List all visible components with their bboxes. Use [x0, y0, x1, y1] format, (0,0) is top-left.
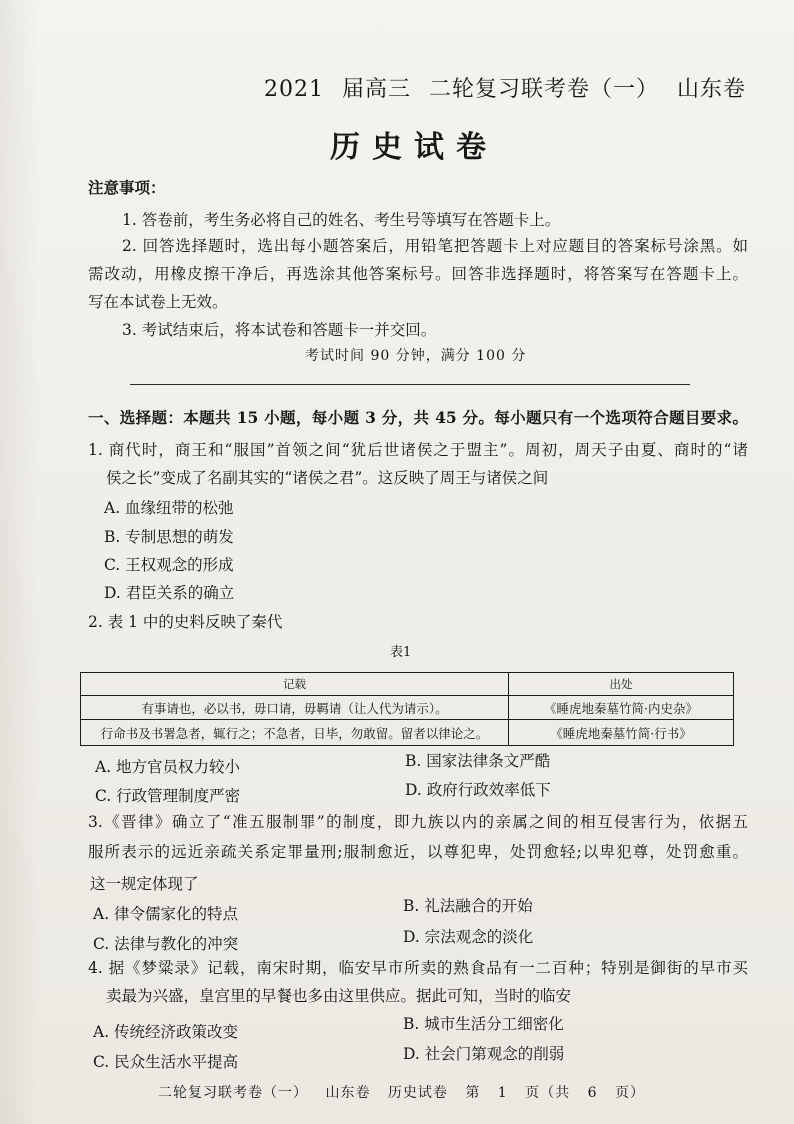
table-row — [81, 720, 734, 746]
question-4-stem-line-1: 4. 据《梦粱录》记载，南宋时期，临安早市所卖的熟食品有一二百种；特别是御街的早市买 — [88, 959, 748, 977]
table-cell-record: 行命书及书署急者，辄行之；不急者，日毕，勿敢留。留者以律论之。 — [81, 720, 509, 746]
question-2-option-d: D. 政府行政效率低下 — [405, 781, 551, 799]
table-row — [81, 696, 734, 720]
question-3-stem-line-3: 这一规定体现了 — [90, 875, 199, 893]
table-header-record: 记载 — [81, 673, 509, 696]
question-4-option-a: A. 传统经济政策改变 — [93, 1023, 239, 1041]
page-footer: 二轮复习联考卷（一） 山东卷 历史试卷 第 1 页（共 6 页） — [158, 1085, 645, 1101]
notice-item-2-line-1: 2. 回答选择题时，选出每小题答案后，用铅笔把答题卡上对应题目的答案标号涂黑。如 — [122, 237, 748, 255]
exam-time-info: 考试时间 90 分钟，满分 100 分 — [305, 348, 527, 364]
question-1-option-b: B. 专制思想的萌发 — [104, 528, 234, 546]
question-3-option-a: A. 律令儒家化的特点 — [93, 905, 239, 923]
question-3-option-c: C. 法律与教化的冲突 — [93, 935, 239, 953]
notice-heading: 注意事项： — [88, 178, 166, 197]
question-1-option-a: A. 血缘纽带的松弛 — [104, 499, 234, 517]
notice-item-1: 1. 答卷前，考生务必将自己的姓名、考生号等填写在答题卡上。 — [122, 211, 561, 229]
question-3-option-d: D. 宗法观念的淡化 — [403, 928, 534, 946]
notice-item-2-line-2: 需改动，用橡皮擦干净后，再选涂其他答案标号。回答非选择题时，将答案写在答题卡上。 — [88, 265, 748, 283]
table-cell-source: 《睡虎地秦墓竹简·行书》 — [509, 720, 734, 746]
question-3-stem-line-1: 3.《晋律》确立了“准五服制罪”的制度，即九族以内的亲属之间的相互侵害行为，依据五 — [88, 813, 748, 831]
question-1-stem-line-2: 侯之长”变成了名副其实的“诸侯之君”。这反映了周王与诸侯之间 — [106, 469, 549, 487]
question-2-stem: 2. 表 1 中的史料反映了秦代 — [88, 613, 283, 631]
source-table — [80, 672, 734, 746]
section-heading: 一、选择题：本题共 15 小题，每小题 3 分，共 45 分。每小题只有一个选项符合题目要求。 — [88, 408, 748, 427]
question-1-option-c: C. 王权观念的形成 — [104, 556, 234, 574]
subject-title: 历史试卷 — [330, 130, 498, 165]
question-4-option-c: C. 民众生活水平提高 — [93, 1053, 239, 1071]
table-cell-record: 有事请也，必以书，毋口请，毋羁请（让人代为请示）。 — [81, 696, 509, 720]
table-header-row — [81, 673, 734, 696]
notice-item-3: 3. 考试结束后，将本试卷和答题卡一并交回。 — [122, 321, 437, 339]
question-2-option-b: B. 国家法律条文严酷 — [405, 752, 551, 770]
divider-line — [130, 384, 690, 385]
question-3-stem-line-2: 服所表示的远近亲疏关系定罪量刑;服制愈近，以尊犯卑，处罚愈轻;以卑犯尊，处罚愈重。 — [88, 843, 748, 861]
question-2-option-a: A. 地方官员权力较小 — [95, 758, 241, 776]
question-4-stem-line-2: 卖最为兴盛，皇宫里的早餐也多由这里供应。据此可知，当时的临安 — [106, 987, 572, 1005]
table-caption: 表1 — [390, 645, 412, 660]
question-1-stem-line-1: 1. 商代时，商王和“服国”首领之间“犹后世诸侯之于盟主”。周初，周天子由夏、商时的“诸 — [88, 441, 748, 459]
table-cell-source: 《睡虎地秦墓竹简·内史杂》 — [509, 696, 734, 720]
question-4-option-b: B. 城市生活分工细密化 — [403, 1015, 564, 1033]
question-3-option-b: B. 礼法融合的开始 — [403, 897, 533, 915]
table-header-source: 出处 — [509, 673, 734, 696]
question-4-option-d: D. 社会门第观念的削弱 — [403, 1045, 565, 1063]
question-2-option-c: C. 行政管理制度严密 — [95, 787, 241, 805]
question-1-option-d: D. 君臣关系的确立 — [104, 584, 235, 602]
notice-item-2-line-3: 写在本试卷上无效。 — [88, 293, 228, 311]
exam-header: 2021 届高三 二轮复习联考卷（一） 山东卷 — [264, 77, 746, 102]
